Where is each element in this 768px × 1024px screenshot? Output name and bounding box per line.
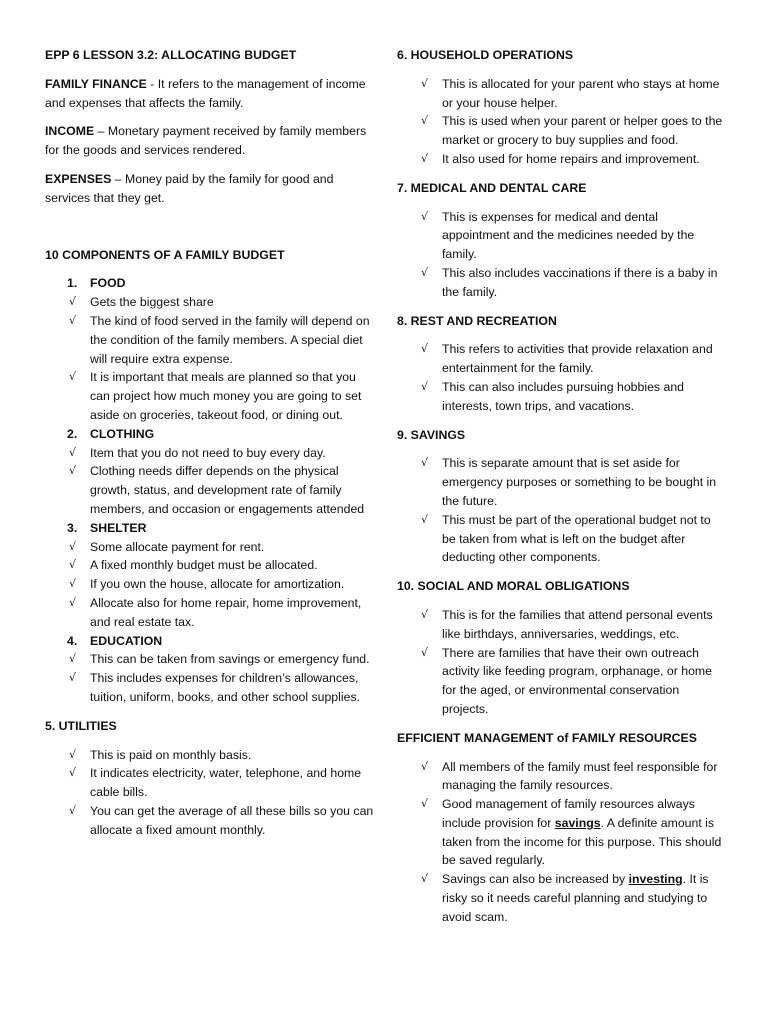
utilities-title: 5. UTILITIES [45, 718, 117, 733]
list-item-text: Good management of family resources always include provision for [442, 797, 695, 830]
list-item-text: Item that you do not need to buy every day. [90, 445, 326, 460]
lesson-title: EPP 6 LESSON 3.2: ALLOCATING BUDGET [45, 48, 297, 62]
component-title: SHELTER [90, 520, 147, 535]
list-item-text: . A definite amount is taken from the income for this purpose. This should be saved regularly. [442, 815, 722, 868]
list-item [45, 444, 377, 463]
check-icon: √ [69, 766, 77, 780]
check-icon: √ [421, 76, 429, 90]
list-item [397, 644, 727, 719]
component-title: CLOTHING [90, 426, 155, 441]
list-item-text: There are families that have their own outreach activity like feeding program, orphanage, or home for the aged, or environmental conservation projects. [442, 645, 712, 716]
list-item [397, 606, 727, 644]
components-title: 10 COMPONENTS OF A FAMILY BUDGET [45, 247, 285, 262]
household-operations-list [397, 75, 727, 169]
component-food [45, 274, 377, 293]
check-icon: √ [69, 803, 77, 817]
list-item-text: Gets the biggest share [90, 295, 214, 310]
list-item [45, 538, 377, 557]
check-icon: √ [69, 539, 77, 553]
list-item [397, 511, 727, 567]
list-item-text: Some allocate payment for rent. [90, 539, 265, 554]
check-icon: √ [421, 797, 429, 811]
utilities-list [45, 746, 377, 840]
list-item-text: This is used when your parent or helper goes to the market or grocery to buy supplies and food. [442, 114, 723, 148]
check-icon: √ [421, 512, 429, 526]
component-number: 2. [67, 426, 78, 441]
medical-dental-title: 7. MEDICAL AND DENTAL CARE [397, 180, 587, 195]
savings-keyword: savings [554, 815, 601, 830]
household-operations-title: 6. HOUSEHOLD OPERATIONS [397, 48, 574, 62]
list-item-text: This can be taken from savings or emergency fund. [90, 652, 370, 667]
definition-text: Monetary payment received by family members for the goods and services rendered. [45, 124, 367, 158]
check-icon: √ [69, 577, 77, 591]
list-item-text: The kind of food served in the family will depend on the condition of the family members. A special diet will require extra expense. [90, 313, 370, 366]
left-column [45, 46, 377, 839]
list-item-text: . It is risky so it needs careful planning and studying to avoid scam. [442, 872, 709, 924]
definition-separator: – [111, 171, 125, 186]
check-icon: √ [421, 151, 429, 165]
check-icon: √ [69, 295, 77, 309]
definition-term: FAMILY FINANCE [45, 76, 147, 91]
definition-term: EXPENSES [45, 171, 112, 186]
component-number: 4. [67, 633, 78, 648]
component-number: 1. [67, 276, 78, 291]
list-item [397, 870, 727, 926]
list-item-text: Savings can also be increased by [442, 872, 629, 887]
list-item-text: If you own the house, allocate for amortization. [90, 577, 345, 592]
list-item [45, 312, 377, 368]
component-education [45, 632, 377, 651]
definition-family-finance [45, 75, 377, 113]
component-number: 3. [67, 520, 78, 535]
shelter-list [45, 538, 377, 632]
check-icon: √ [69, 464, 77, 478]
definition-expenses [45, 170, 377, 208]
check-icon: √ [421, 209, 429, 223]
list-item-text: This can also includes pursuing hobbies and interests, town trips, and vacations. [442, 379, 684, 413]
savings-title: 9. SAVINGS [397, 427, 466, 442]
check-icon: √ [69, 558, 77, 572]
list-item-text: Allocate also for home repair, home improvement, and real estate tax. [90, 595, 362, 629]
list-item-text: It also used for home repairs and improvement. [442, 151, 700, 166]
component-shelter [45, 519, 377, 538]
list-item-text: It is important that meals are planned so that you can project how much money you are going to set aside on groceries, takeout food, or dining out. [90, 370, 362, 422]
list-item [45, 764, 377, 802]
list-item [397, 795, 727, 870]
list-item [45, 802, 377, 840]
component-title: EDUCATION [90, 633, 163, 648]
list-item [45, 594, 377, 632]
list-item [45, 368, 377, 424]
definition-text: Money paid by the family for good and services that they get. [45, 171, 334, 205]
list-item [45, 462, 377, 518]
check-icon: √ [69, 313, 77, 327]
list-item-text: You can get the average of all these bills so you can allocate a fixed amount monthly. [90, 803, 374, 837]
list-item [397, 75, 727, 113]
check-icon: √ [69, 595, 77, 609]
check-icon: √ [421, 872, 429, 886]
check-icon: √ [421, 265, 429, 279]
list-item-text: Clothing needs differ depends on the physical growth, status, and development rate of family members, and occasion or engagements attended [90, 464, 365, 516]
check-icon: √ [421, 759, 429, 773]
definition-separator: – [94, 124, 108, 139]
list-item-text: This must be part of the operational budget not to be taken from what is left on the budget after deducting other components. [442, 512, 711, 565]
rest-recreation-title: 8. REST AND RECREATION [397, 313, 557, 328]
check-icon: √ [69, 652, 77, 666]
efficient-management-list [397, 758, 727, 927]
medical-dental-list [397, 208, 727, 302]
list-item-text: This is for the families that attend personal events like birthdays, anniversaries, weddings, etc. [442, 607, 713, 641]
list-item [397, 150, 727, 169]
list-item [45, 746, 377, 765]
list-item [397, 264, 727, 302]
check-icon: √ [69, 747, 77, 761]
list-item-text: This includes expenses for children’s allowances, tuition, uniform, books, and other school supplies. [90, 671, 361, 704]
education-list [45, 650, 377, 706]
list-item-text: This is separate amount that is set aside for emergency purposes or something to be bought in the future. [442, 456, 717, 508]
clothing-list [45, 444, 377, 519]
check-icon: √ [69, 370, 77, 384]
investing-keyword: investing [628, 872, 683, 887]
check-icon: √ [69, 671, 77, 685]
definition-term: INCOME [45, 124, 95, 139]
list-item [397, 340, 727, 378]
check-icon: √ [421, 379, 429, 393]
check-icon: √ [421, 456, 429, 470]
definition-text: It refers to the management of income and expenses that affects the family. [45, 76, 366, 110]
check-icon: √ [421, 342, 429, 356]
right-column [397, 46, 727, 927]
list-item-text: This is allocated for your parent who stays at home or your house helper. [442, 76, 720, 110]
definition-separator: - [146, 76, 158, 91]
list-item-text: This refers to activities that provide relaxation and entertainment for the family. [442, 342, 713, 376]
social-moral-title: 10. SOCIAL AND MORAL OBLIGATIONS [397, 579, 630, 594]
component-title: FOOD [90, 276, 126, 291]
check-icon: √ [421, 607, 429, 621]
check-icon: √ [69, 445, 77, 459]
food-list [45, 293, 377, 425]
list-item [45, 650, 377, 669]
list-item [45, 293, 377, 312]
list-item [45, 556, 377, 575]
list-item [397, 208, 727, 264]
list-item-text: A fixed monthly budget must be allocated. [90, 558, 318, 573]
list-item-text: This also includes vaccinations if there is a baby in the family. [442, 265, 718, 299]
savings-list [397, 454, 727, 567]
list-item-text: This is expenses for medical and dental appointment and the medicines needed by the family. [442, 209, 695, 262]
definition-income [45, 122, 377, 160]
check-icon: √ [421, 645, 429, 659]
list-item [397, 758, 727, 796]
social-moral-list [397, 606, 727, 719]
list-item [45, 669, 377, 707]
list-item-text: This is paid on monthly basis. [90, 747, 252, 762]
component-clothing [45, 425, 377, 444]
list-item [397, 378, 727, 416]
list-item-text: It indicates electricity, water, telephone, and home cable bills. [90, 766, 362, 800]
list-item [397, 112, 727, 150]
check-icon: √ [421, 114, 429, 128]
list-item [45, 575, 377, 594]
rest-recreation-list [397, 340, 727, 415]
list-item-text: All members of the family must feel responsible for managing the family resources. [442, 759, 718, 793]
efficient-management-title: EFFICIENT MANAGEMENT of FAMILY RESOURCES [397, 730, 697, 745]
list-item [397, 454, 727, 510]
